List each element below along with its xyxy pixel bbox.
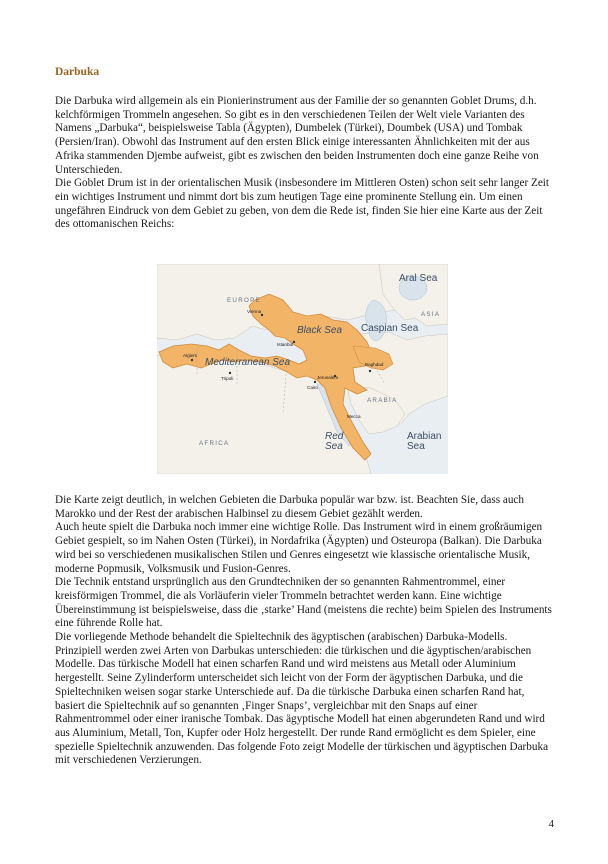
map-label-mediterranean-sea: Mediterranean Sea (205, 357, 291, 368)
map-label-africa: AFRICA (199, 440, 230, 447)
map-label-aral-sea: Aral Sea (399, 273, 438, 284)
map-label-arabian-sea: Arabian Sea (407, 431, 442, 452)
intro-text (55, 95, 555, 232)
map-label-baghdad: Baghdad (365, 362, 384, 367)
paragraph: Die Technik entstand ursprünglich aus den Grundtechniken der so genannten Rahmentrommel, einer kreisförmigen Trommel, die als Vorläuferin vieler Trommeln betrachtet werden kann. Eine wichtige Übereinstimmung ist beispielsweise, dass die ‚starke’ Hand (meistens die rechte) beim Spielen des Instruments eine führende Rolle hat. (55, 576, 552, 630)
map-label-cairo: Cairo (307, 385, 318, 390)
paragraph: Auch heute spielt die Darbuka noch immer eine wichtige Rolle. Das Instrument wird in einem großräumigen Gebiet gespielt, so im Nahen Osten (Türkei), in Nordafrika (Ägypten) und Osteuropa (Balkan). Die Darbuka wird bei so verschiedenen musikalischen Stilen und Genres eingesetzt wie klassische orientalische Musik, moderne Popmusik, Volksmusik und Fusion-Genres. (55, 521, 543, 575)
city-dot (261, 314, 263, 316)
city-dot (191, 359, 193, 361)
map-label-jerusalem: Jerusalem (317, 375, 339, 380)
map-label-tripoli: Tripoli (221, 376, 234, 381)
map-label-europe: EUROPE (227, 297, 261, 304)
map-label-arabia: ARABIA (367, 397, 398, 404)
map-label-mecca: Mecca (347, 414, 361, 419)
city-dot (293, 341, 295, 343)
page-heading: Darbuka (55, 66, 100, 78)
map-label-vienna: Vienna (247, 309, 262, 314)
paragraph: Die vorliegende Methode behandelt die Spieltechnik des ägyptischen (arabischen) Darbuka-Modells. Prinzipiell werden zwei Arten von Darbukas unterschieden: die türkischen und die ägyptischen/arabischen Modelle. Das türkische Modell hat einen scharfen Rand und wird meistens aus Metall oder Aluminium hergestellt. Seine Zylinderform unterscheidet sich leicht von der Form der ägyptischen Darbuka, und die Spieltechniken weisen sogar starke Unterschiede auf. Da die türkische Darbuka einen scharfen Rand hat, basiert die Spieltechnik auf so genannten ‚Finger Snaps’, vergleichbar mit den Snaps auf einer Rahmentrommel oder einer iranische Tombak. Das ägyptische Modell hat einen abgerundeten Rand und wird aus Aluminium, Metall, Ton, Kupfer oder Holz hergestellt. Der runde Rand ermöglicht es dem Spieler, eine spezielle Spieltechnik anzuwenden. Das folgende Foto zeigt Modelle der türkischen und ägyptischen Darbuka mit verschiedenen Verzierungen. (55, 631, 549, 767)
map-label-caspian-sea: Caspian Sea (361, 323, 419, 334)
map-label-istanbul: Istanbul (277, 342, 294, 347)
paragraph: Die Darbuka wird allgemein als ein Pionierinstrument aus der Familie der so genannten Goblet Drums, d.h. kelchförmigen Trommeln angesehen. So gibt es in den verschiedenen Teilen der Welt viele Varianten des Namens „Darbuka“, beispielsweise Tabla (Ägypten), Dumbelek (Türkei), Doumbek (USA) und Tombak (Persien/Iran). Obwohl das Instrument auf den ersten Blick einige interessanten Ähnlichkeiten mit der aus Afrika stammenden Djembe aufweist, gibt es zwischen den beiden Instrumenten doch eine ganze Reihe von Unterschieden. (55, 95, 539, 176)
ottoman-empire-map (157, 264, 448, 474)
city-dot (314, 381, 316, 383)
paragraph: Die Karte zeigt deutlich, in welchen Gebieten die Darbuka populär war bzw. ist. Beachten Sie, dass auch Marokko und der Rest der arabischen Halbinsel zu diesem Gebiet gezählt werden. (55, 494, 524, 520)
map-label-black-sea: Black Sea (297, 325, 343, 336)
map-label-algiers: Algiers (183, 353, 198, 358)
paragraph: Die Goblet Drum ist in der orientalischen Musik (insbesondere im Mittleren Osten) schon seit sehr langer Zeit ein wichtiges Instrument und nimmt dort bis zum heutigen Tage eine prominente Stellung ein. Um einen ungefähren Eindruck von dem Gebiet zu geben, von dem die Rede ist, finden Sie hier eine Karte aus der Zeit des ottomanischen Reichs: (55, 177, 549, 231)
body-text (55, 494, 555, 768)
page-number: 4 (548, 818, 554, 830)
city-dot (369, 370, 371, 372)
map-label-red-sea: Red Sea (325, 431, 344, 452)
map-label-asia: ASIA (421, 311, 441, 318)
city-dot (229, 372, 231, 374)
